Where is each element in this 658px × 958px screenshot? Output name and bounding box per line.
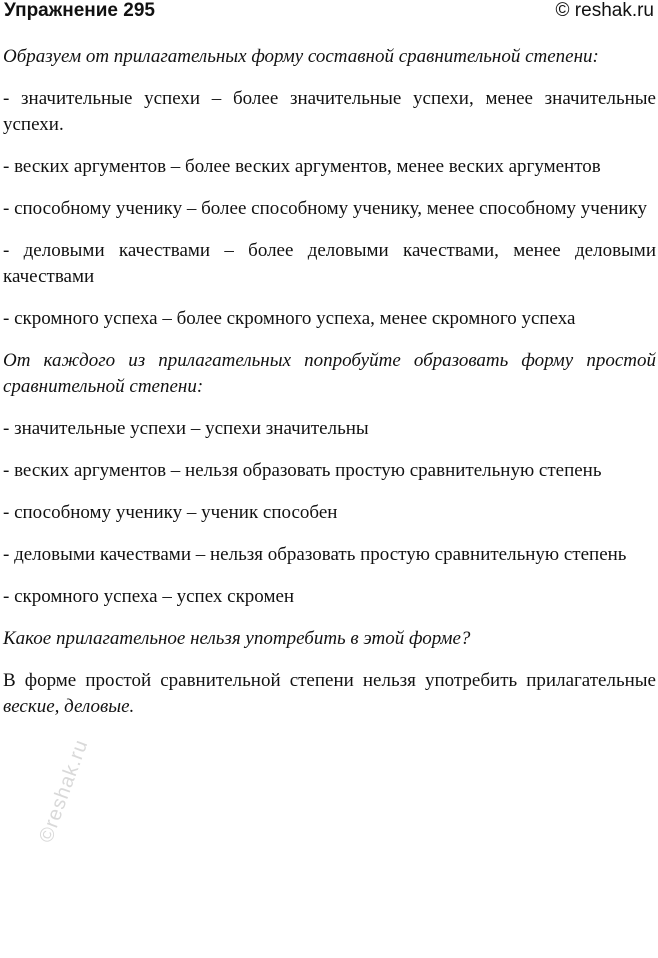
final-answer-text: В форме простой сравнительной степени нельзя употребить прилагательные [3,670,656,691]
instruction-text: Какое прилагательное нельзя употребить в этой форме? [3,628,471,649]
answer-line: - деловыми качествами – более деловыми качествами, менее деловыми качествами [3,240,656,287]
answer-line: - скромного успеха – успех скромен [3,586,295,607]
watermark: ©reshak.ru [35,736,93,846]
answer-line: - веских аргументов – более веских аргументов, менее веских аргументов [3,156,601,177]
final-answer-italic: веские, деловые. [3,696,135,717]
answer-line: - деловыми качествами – нельзя образовать простую сравнительную степень [3,544,627,565]
exercise-content [3,44,656,720]
answer-line: - веских аргументов – нельзя образовать простую сравнительную степень [3,460,602,481]
final-answer [3,668,656,720]
exercise-title: Упражнение 295 [4,0,155,21]
instruction-text: Образуем от прилагательных форму составной сравнительной степени: [3,46,599,67]
answer-line: - способному ученику – ученик способен [3,502,338,523]
answer-line: - скромного успеха – более скромного успеха, менее скромного успеха [3,308,576,329]
answer-line: - значительные успехи – более значительные успехи, менее значительные успехи. [3,88,656,135]
answer-line: - способному ученику – более способному ученику, менее способному ученику [3,198,648,219]
page-header [4,0,654,22]
instruction-text: От каждого из прилагательных попробуйте образовать форму простой сравнительной степени: [3,350,656,397]
answer-line: - значительные успехи – успехи значительны [3,418,369,439]
site-credit: © reshak.ru [555,0,654,21]
